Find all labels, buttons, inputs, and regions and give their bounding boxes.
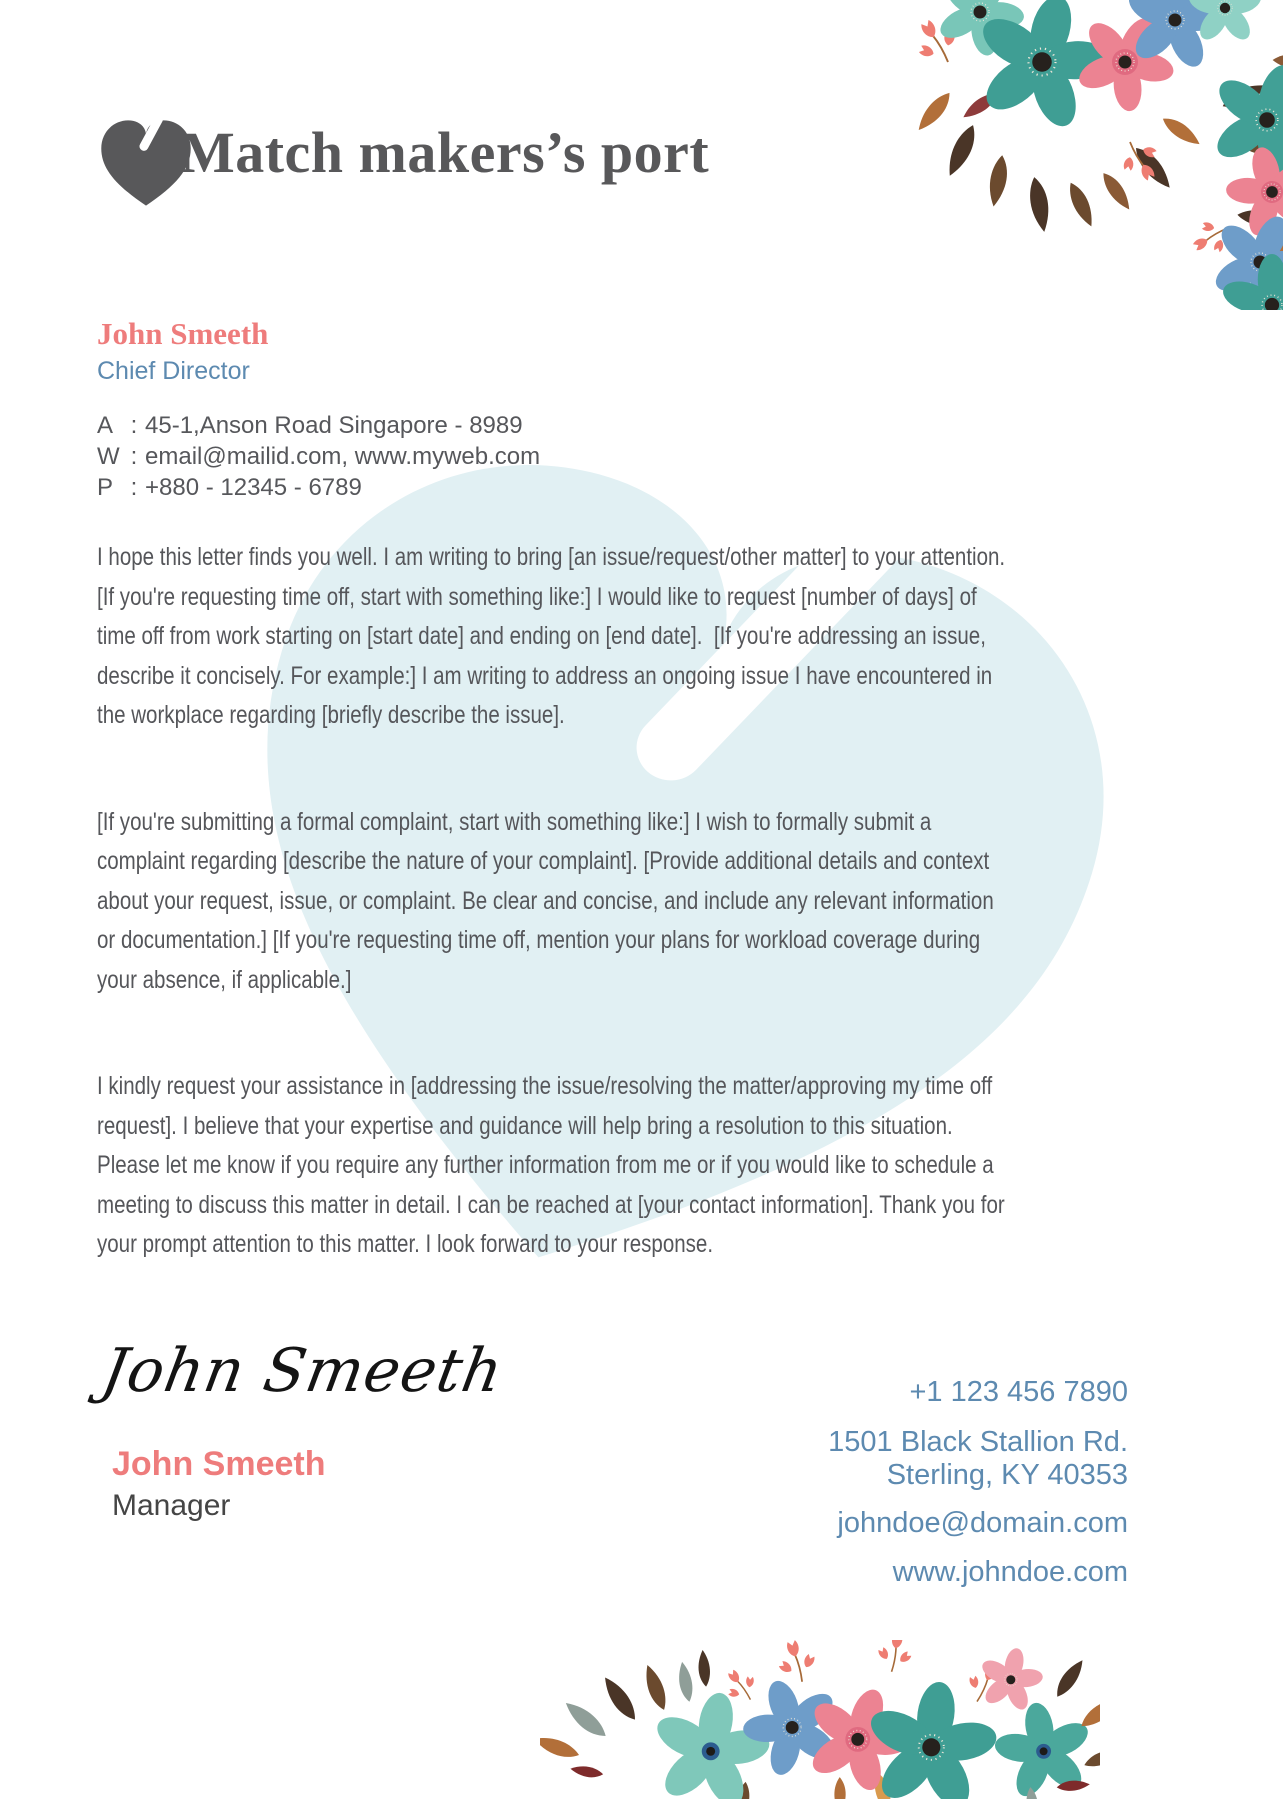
signatory-role: Manager <box>112 1489 231 1522</box>
body-paragraph-1: I hope this letter finds you well. I am writing to bring [an issue/request/other matter] to your attention. [If you're requesting time off, start with something like:] I would like to request [number of days] of time off from work starting on [start date] and ending on [end date]. [If you're addressing an issue, describe it concisely. For example:] I am writing to address an ongoing issue I have encountered in the workplace regarding [briefly describe the issue]. <box>97 543 1011 729</box>
sender-address-line <box>97 410 540 441</box>
footer-address-line2: Sterling, KY 40353 <box>886 1459 1128 1491</box>
body-paragraph-3: I kindly request your assistance in [addressing the issue/resolving the matter/approving my time off request]. I believe that your expertise and guidance will help bring a resolution to this situation. Please let me know if you require any further information from me or if you would like to schedule a meeting to discuss this matter in detail. I can be reached at [your contact information]. Thank you for your prompt attention to this matter. I look forward to your response. <box>97 1072 1011 1258</box>
floral-top-right-decoration <box>820 0 1283 310</box>
footer-email: johndoe@domain.com <box>837 1507 1128 1539</box>
footer-website: www.johndoe.com <box>892 1556 1128 1588</box>
sender-block <box>97 316 540 503</box>
phone-label: P <box>97 474 114 501</box>
brand-title: Match makers’s port <box>180 120 710 185</box>
web-value: email@mailid.com, www.myweb.com <box>145 443 541 470</box>
sender-phone-line <box>97 472 540 503</box>
sender-name: John Smeeth <box>97 316 269 351</box>
separator: : <box>130 412 138 439</box>
separator: : <box>130 443 138 470</box>
address-value: 45-1,Anson Road Singapore - 8989 <box>145 412 523 439</box>
floral-bottom-garland <box>540 1640 1100 1799</box>
web-label: W <box>97 443 120 470</box>
footer-contact-block <box>828 1376 1128 1588</box>
footer-phone: +1 123 456 7890 <box>909 1376 1128 1408</box>
signature-block <box>95 1326 509 1524</box>
signature-script: John Smeeth <box>96 1336 509 1406</box>
body-paragraph-2: [If you're submitting a formal complaint, start with something like:] I wish to formally submit a complaint regarding [describe the nature of your complaint]. [Provide additional details and context about your request, issue, or complaint. Be clear and concise, and include any relevant information or documentation.] [If you're requesting time off, mention your plans for workload coverage during your absence, if applicable.] <box>97 807 1000 994</box>
signatory-name: John Smeeth <box>112 1445 326 1483</box>
letter-body <box>97 538 1012 1332</box>
footer-address-line1: 1501 Black Stallion Rd. <box>828 1426 1128 1458</box>
separator: : <box>130 474 138 501</box>
phone-value: +880 - 12345 - 6789 <box>145 474 362 501</box>
sender-role: Chief Director <box>97 357 250 385</box>
address-label: A <box>97 412 114 439</box>
sender-web-line <box>97 441 540 472</box>
